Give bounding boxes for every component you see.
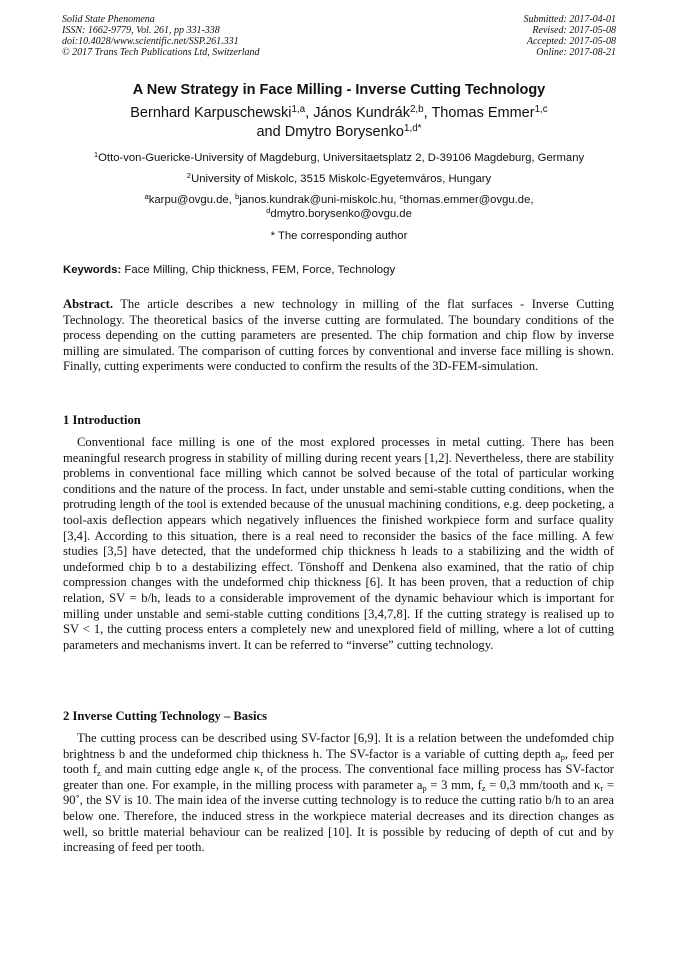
paper-title: A New Strategy in Face Milling - Inverse Cutting Technology [132, 82, 546, 98]
text-run: , feed per tooth f [63, 746, 614, 777]
abstract-label: Abstract. [63, 297, 114, 311]
date-accepted: Accepted: 2017-05-08 [526, 36, 616, 47]
author-line-2 [0, 123, 678, 142]
author-list [0, 104, 678, 142]
email-address: dmytro.borysenko@ovgu.de [270, 208, 412, 220]
email-marker: c [399, 191, 404, 201]
corresponding-author-note: * The corresponding author [270, 230, 408, 242]
author-affiliation-marker: 1,c [534, 103, 548, 115]
email-marker: b [234, 191, 240, 201]
journal-issn: ISSN: 1662-9779, Vol. 261, pp 331-338 [62, 25, 220, 36]
text-run: = 90˚, the SV is 10. The main idea of the inverse cutting technology is to reduce the cutting ratio b/h to an area below one. Therefore, the induced stress in the workpiece material decreases and its direction changes as well, so brittle material behaviour can be realized [10]. It is possible by reducing of depth of cut and by increasing of feed per tooth. [63, 777, 614, 855]
keywords-text: Face Milling, Chip thickness, FEM, Force, Technology [121, 264, 396, 276]
subscript: p [560, 752, 565, 763]
date-online: Online: 2017-08-21 [536, 47, 616, 58]
email-address: thomas.emmer@ovgu.de, [403, 194, 534, 206]
journal-name: Solid State Phenomena [62, 14, 155, 25]
author-line-1 [0, 104, 678, 123]
conjunction: and [256, 124, 285, 140]
abstract-text: The article describes a new technology in milling of the flat surfaces - Inverse Cutting Technology. The theoretical basics of the inverse cutting are formulated. The boundary conditions of the process depending on the cutting parameters are presented. The chip formation and chip flow by inverse milling are simulated. The comparison of cutting forces by conventional and inverse face milling is shown. Finally, cutting experiments were conducted to confirm the results of the 3D-FEM-simulation. [63, 297, 614, 374]
separator: , [423, 105, 432, 121]
journal-copyright: © 2017 Trans Tech Publications Ltd, Switzerland [62, 47, 260, 58]
affiliation-1 [0, 151, 678, 165]
section-heading: 1 Introduction [63, 413, 141, 427]
author-name: János Kundrák [313, 105, 410, 121]
subscript: p [422, 783, 427, 794]
publication-dates [524, 14, 617, 58]
text-run: = 0,3 mm/tooth and κ [485, 777, 601, 792]
affiliation-text: Otto-von-Guericke-University of Magdeburg, Universitaetsplatz 2, D-39106 Magdeburg, Germany [98, 152, 585, 164]
email-line-2 [0, 207, 678, 221]
paragraph [63, 731, 614, 856]
journal-info [62, 14, 260, 58]
email-marker: d [266, 205, 271, 215]
author-affiliation-marker: 1,a [291, 103, 306, 115]
subscript: z [97, 767, 101, 778]
affiliation-2 [0, 172, 678, 186]
email-marker: a [144, 191, 149, 201]
affiliation-text: University of Miskolc, 3515 Miskolc-Egyetemváros, Hungary [191, 173, 492, 185]
date-revised: Revised: 2017-05-08 [532, 25, 616, 36]
paragraph: Conventional face milling is one of the most explored processes in metal cutting. There has been meaningful research progress in stability of milling during recent years [1,2]. Nevertheless, there are stability problems in conventional face milling which cannot be solved because of the total of particular working conditions and the nature of the process. In fact, under unstable and semi-stable cutting conditions, when the protruding length of the tool is extended because of the unusual machining conditions, e.g. deep pocketing, a tool-axis deflection appears which negatively influences the finished workpiece form and surface quality [3,4]. According to this situation, there is a real need to reconsider the basics of the face milling. A few studies [3,5] have detected, that the undeformed chip thickness h leads to a stabilizing and the width of undeformed chip b to a destabilizing effect. Tönshoff and Denkena also examined, that the ratio of chip compression changes with the undeformed chip thickness [6]. It has been proven, that a reduction of chip relation, SV = b/h, leads to a considerable improvement of the dynamic behaviour which is important for milling under unstable and semi-stable cutting conditions [3,4,7,8]. If the cutting strategy is realised up to SV < 1, the cutting process enters a completely new and unexplored field of milling, where a lot of cutting parameters and mechanisms invert. It can be referred to “inverse” cutting technology. [63, 435, 614, 652]
text-run: of the process. The conventional face milling process has SV-factor greater than one. For example, in the milling process with parameter a [63, 762, 615, 792]
abstract [63, 297, 614, 375]
text-run: The cutting process can be described using SV-factor [6,9]. It is a relation between the undefomded chip brightness b and the undeformed chip thickness h. The SV-factor is a variable of cutting depth a [63, 731, 614, 761]
date-submitted: Submitted: 2017-04-01 [523, 14, 616, 25]
author-name: Bernhard Karpuschewski [130, 105, 292, 121]
section-body [63, 731, 614, 856]
section-heading: 2 Inverse Cutting Technology – Basics [63, 709, 267, 723]
text-run: = 3 mm, f [426, 777, 482, 792]
email-address: karpu@ovgu.de, [148, 194, 235, 206]
email-address: janos.kundrak@uni-miskolc.hu, [239, 194, 400, 206]
author-affiliation-marker: 2,b [409, 103, 424, 115]
text-run: and main cutting edge angle κ [100, 762, 261, 777]
subscript: r [600, 783, 604, 794]
author-affiliation-marker: 1,d* [403, 122, 422, 134]
author-name: Thomas Emmer [431, 105, 535, 121]
separator: , [305, 105, 314, 121]
subscript: z [481, 783, 486, 794]
author-name: Dmytro Borysenko [284, 124, 404, 140]
section-body [63, 435, 614, 653]
affiliation-marker: 2 [186, 170, 192, 180]
email-line-1 [0, 193, 678, 207]
keywords [63, 264, 615, 276]
subscript: r [260, 767, 264, 778]
keywords-label: Keywords: [63, 264, 122, 276]
affiliation-marker: 1 [93, 149, 99, 159]
journal-doi: doi:10.4028/www.scientific.net/SSP.261.331 [62, 36, 239, 47]
